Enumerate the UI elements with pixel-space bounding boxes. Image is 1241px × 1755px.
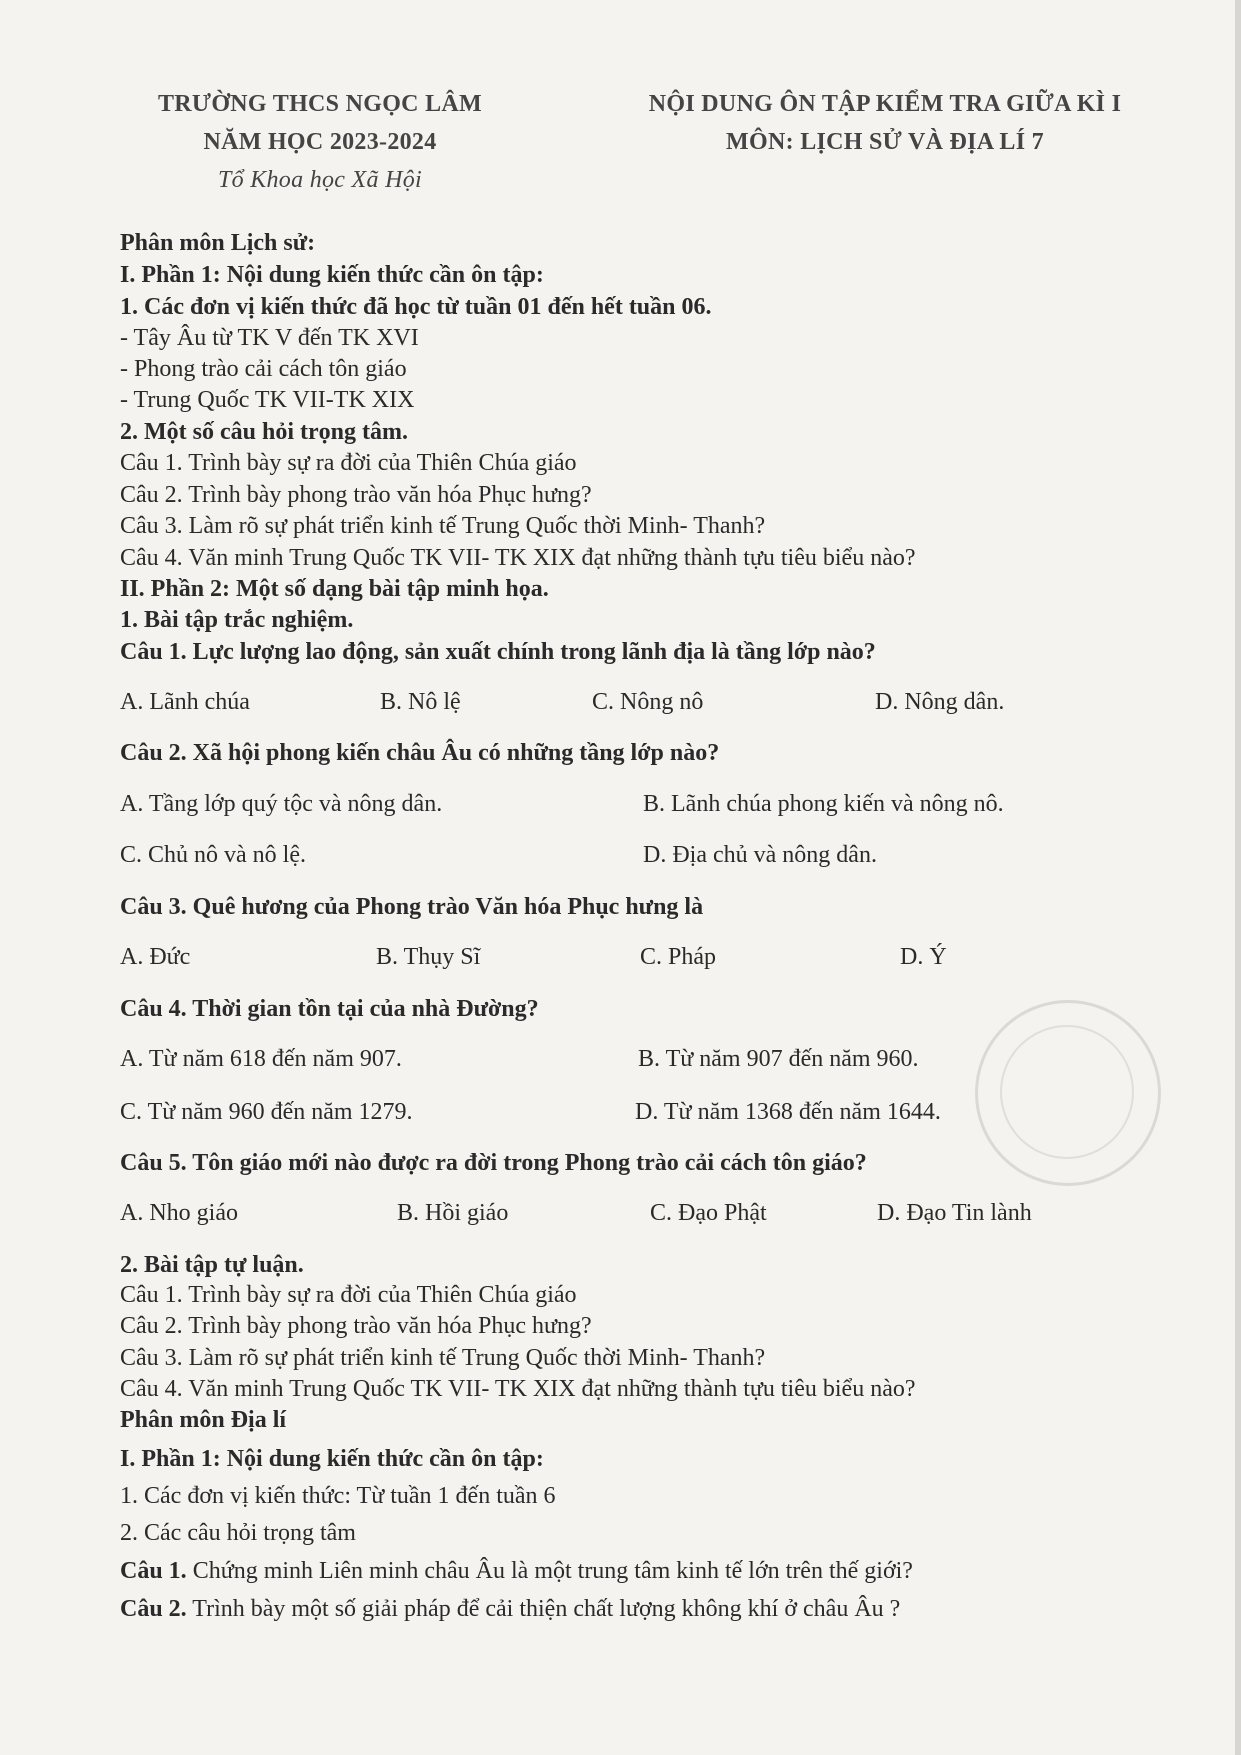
mc-answer: A. Tầng lớp quý tộc và nông dân. — [120, 791, 443, 817]
mc-question: Câu 2. Xã hội phong kiến châu Âu có những tầng lớp nào? — [120, 740, 720, 766]
history-key-question: Câu 1. Trình bày sự ra đời của Thiên Chúa giáo — [120, 450, 577, 476]
history-heading: Phân môn Lịch sử: — [120, 230, 316, 256]
mc-answer: B. Từ năm 907 đến năm 960. — [638, 1046, 919, 1072]
stamp-watermark — [975, 1000, 1161, 1186]
question-label: Câu 2. — [120, 1596, 187, 1622]
document-header — [610, 85, 1160, 161]
mc-answer: D. Ý — [900, 944, 947, 970]
school-header — [130, 85, 510, 199]
mc-answer: D. Đạo Tin lành — [877, 1200, 1032, 1226]
mc-answer: D. Nông dân. — [875, 689, 1005, 715]
essay-question: Câu 3. Làm rõ sự phát triển kinh tế Trung Quốc thời Minh- Thanh? — [120, 1345, 766, 1371]
mc-answer: A. Lãnh chúa — [120, 689, 250, 715]
geography-question — [120, 1594, 900, 1624]
mc-question: Câu 4. Thời gian tồn tại của nhà Đường? — [120, 996, 539, 1022]
question-text: Chứng minh Liên minh châu Âu là một trung tâm kinh tế lớn trên thế giới? — [186, 1558, 913, 1584]
history-key-question: Câu 3. Làm rõ sự phát triển kinh tế Trung Quốc thời Minh- Thanh? — [120, 513, 766, 539]
history-key-question: Câu 4. Văn minh Trung Quốc TK VII- TK XIX đạt những thành tựu tiêu biểu nào? — [120, 545, 916, 571]
mc-question: Câu 5. Tôn giáo mới nào được ra đời trong Phong trào cải cách tôn giáo? — [120, 1150, 867, 1176]
school-year: NĂM HỌC 2023-2024 — [203, 129, 437, 155]
history-unit: - Tây Âu từ TK V đến TK XVI — [120, 325, 419, 351]
history-unit: - Trung Quốc TK VII-TK XIX — [120, 387, 415, 413]
history-units-heading: 1. Các đơn vị kiến thức đã học từ tuần 01 đến hết tuần 06. — [120, 294, 712, 320]
geography-units: 1. Các đơn vị kiến thức: Từ tuần 1 đến tuần 6 — [120, 1483, 556, 1509]
essay-question: Câu 4. Văn minh Trung Quốc TK VII- TK XIX đạt những thành tựu tiêu biểu nào? — [120, 1376, 916, 1402]
question-text: Trình bày một số giải pháp để cải thiện chất lượng không khí ở châu Âu ? — [186, 1596, 901, 1622]
essay-question: Câu 1. Trình bày sự ra đời của Thiên Chúa giáo — [120, 1282, 577, 1308]
history-unit: - Phong trào cải cách tôn giáo — [120, 356, 407, 382]
mc-answer: C. Pháp — [640, 944, 717, 970]
history-part1-heading: I. Phần 1: Nội dung kiến thức cần ôn tập: — [120, 262, 544, 288]
mc-heading: 1. Bài tập trắc nghiệm. — [120, 607, 354, 633]
geography-key-heading: 2. Các câu hỏi trọng tâm — [120, 1520, 356, 1546]
mc-answer: A. Nho giáo — [120, 1200, 238, 1226]
document-title: NỘI DUNG ÔN TẬP KIỂM TRA GIỮA KÌ I — [648, 91, 1122, 117]
subject-title: MÔN: LỊCH SỬ VÀ ĐỊA LÍ 7 — [726, 129, 1044, 155]
essay-question: Câu 2. Trình bày phong trào văn hóa Phục hưng? — [120, 1313, 592, 1339]
mc-answer: D. Từ năm 1368 đến năm 1644. — [635, 1099, 941, 1125]
mc-answer: B. Nô lệ — [380, 689, 461, 715]
mc-question: Câu 1. Lực lượng lao động, sản xuất chính trong lãnh địa là tầng lớp nào? — [120, 639, 876, 665]
page-edge — [1235, 0, 1241, 1755]
mc-answer: C. Chủ nô và nô lệ. — [120, 842, 306, 868]
mc-question: Câu 3. Quê hương của Phong trào Văn hóa Phục hưng là — [120, 894, 704, 920]
mc-answer: B. Hồi giáo — [397, 1200, 509, 1226]
history-key-question: Câu 2. Trình bày phong trào văn hóa Phục hưng? — [120, 482, 592, 508]
mc-answer: B. Thụy Sĩ — [376, 944, 481, 970]
mc-answer: D. Địa chủ và nông dân. — [643, 842, 877, 868]
geography-question — [120, 1556, 913, 1586]
history-key-heading: 2. Một số câu hỏi trọng tâm. — [120, 419, 408, 445]
question-label: Câu 1. — [120, 1558, 187, 1584]
mc-answer: A. Từ năm 618 đến năm 907. — [120, 1046, 402, 1072]
school-name: TRƯỜNG THCS NGỌC LÂM — [157, 91, 483, 117]
geography-heading: Phân môn Địa lí — [120, 1407, 287, 1433]
history-part2-heading: II. Phần 2: Một số dạng bài tập minh họa. — [120, 576, 549, 602]
mc-answer: B. Lãnh chúa phong kiến và nông nô. — [643, 791, 1004, 817]
mc-answer: A. Đức — [120, 944, 191, 970]
mc-answer: C. Đạo Phật — [650, 1200, 767, 1226]
mc-answer: C. Nông nô — [592, 689, 704, 715]
mc-answer: C. Từ năm 960 đến năm 1279. — [120, 1099, 413, 1125]
department: Tổ Khoa học Xã Hội — [217, 167, 423, 193]
essay-heading: 2. Bài tập tự luận. — [120, 1252, 304, 1278]
geography-part1-heading: I. Phần 1: Nội dung kiến thức cần ôn tập: — [120, 1446, 544, 1472]
